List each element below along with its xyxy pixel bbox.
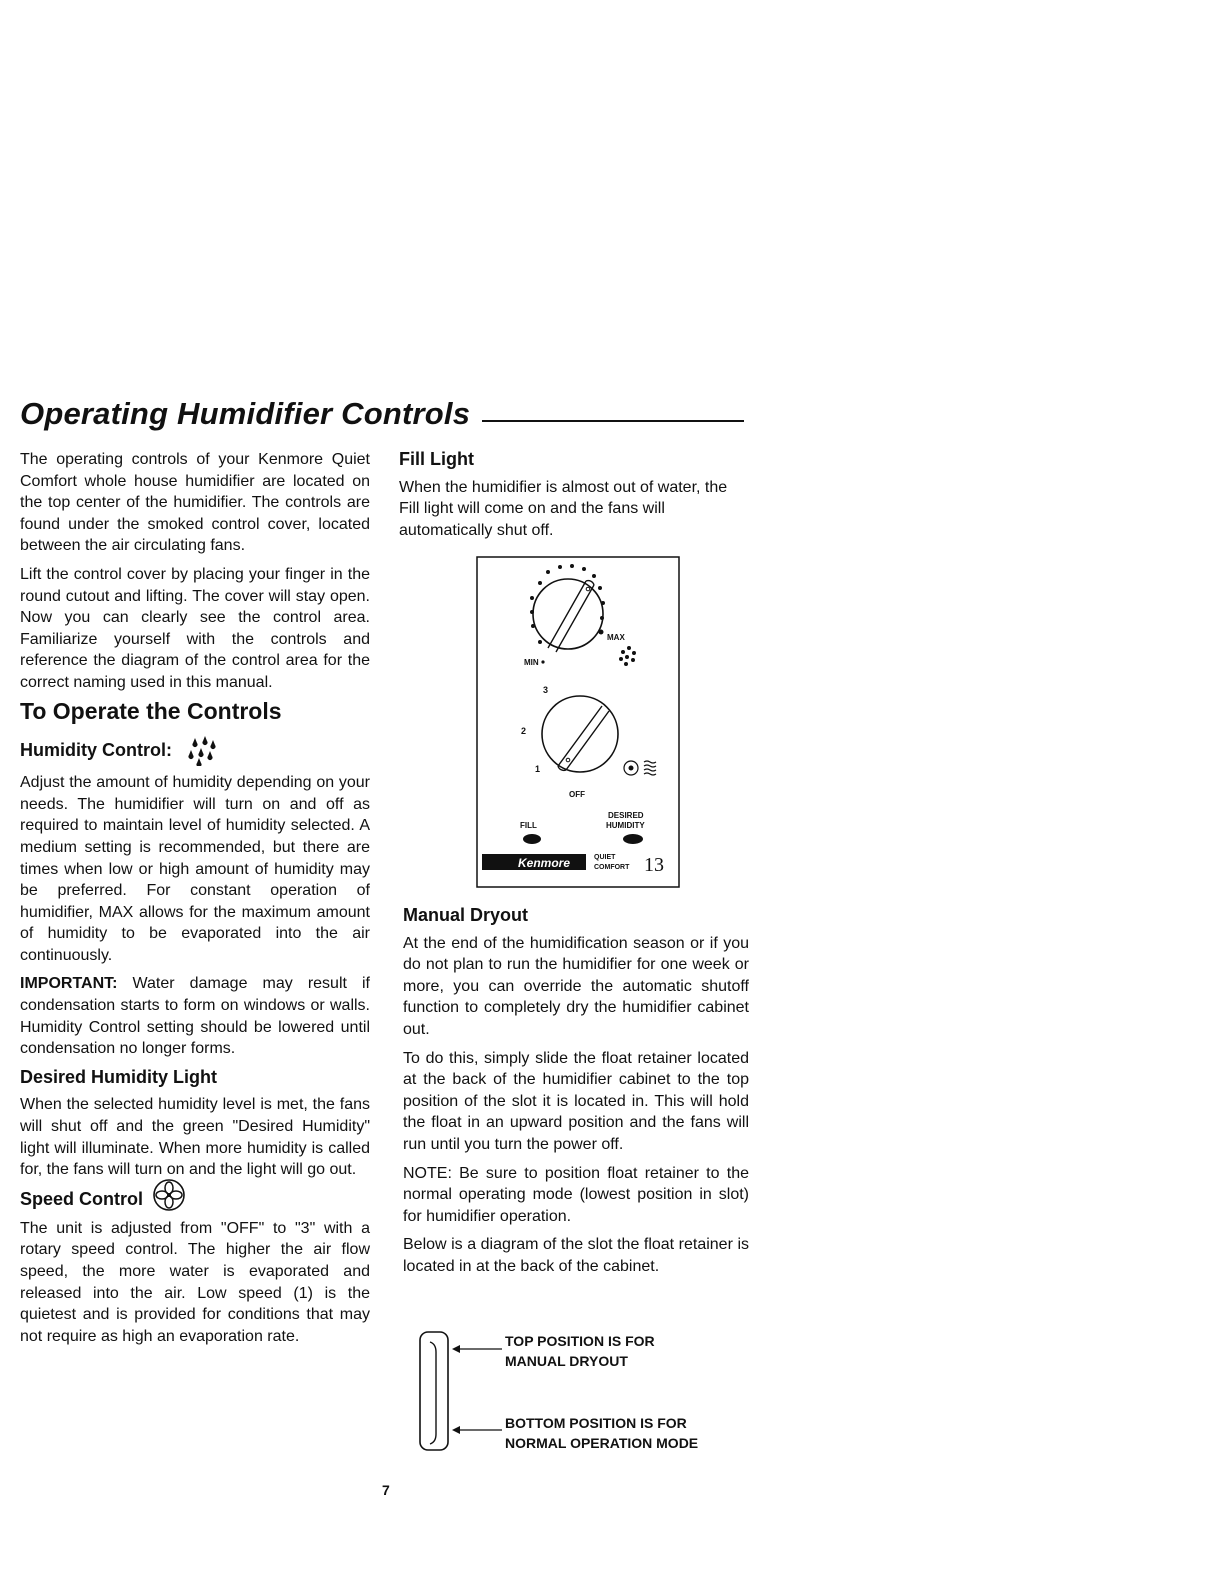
important-text: Water damage may result if condensation starts to form on windows or walls. Humidity Control setting should be lowered until condensation no longer forms. bbox=[20, 975, 370, 1058]
comfort-label: COMFORT bbox=[594, 864, 630, 871]
fill-label: FILL bbox=[520, 821, 537, 830]
min-label: MIN bbox=[524, 658, 539, 667]
top-position-label-2: MANUAL DRYOUT bbox=[505, 1353, 628, 1369]
manual-dryout-paragraph-1: At the end of the humidification season or if you do not plan to run the humidifier for one week or more, you can override the automatic shutoff function to completely dry the humidifier cabinet out. bbox=[403, 934, 749, 1038]
speed-control-heading-text: Speed Control bbox=[20, 1188, 144, 1209]
right-column-lower bbox=[403, 905, 749, 1285]
speed-2-label: 2 bbox=[521, 726, 527, 736]
humidity-control-text: Adjust the amount of humidity depending on your needs. The humidifier will turn on and off as required to maintain level of humidity selected. A medium setting is recommended, but there are times when low or high amount of humidity may be preferred. For constant operation of humidifier, MAX allows for the maximum amount of humidity to be evaporated into the air continuously. bbox=[20, 774, 370, 964]
manual-dryout-paragraph-2: To do this, simply slide the float retainer located at the back of the humidifier cabinet to the top position of the slot it is located in. This will hold the float in an upward position and the fans will run until you turn the power off. bbox=[403, 1049, 749, 1153]
page-title: Operating Humidifier Controls bbox=[20, 396, 471, 431]
desired-humidity-light bbox=[623, 834, 643, 844]
bottom-position-label-2: NORMAL OPERATION MODE bbox=[505, 1435, 699, 1451]
fan-icon bbox=[152, 1178, 186, 1212]
page-number: 7 bbox=[382, 1482, 390, 1498]
speed-3-label: 3 bbox=[543, 685, 549, 695]
title-rule bbox=[482, 420, 744, 422]
fill-light-text: When the humidifier is almost out of water, the Fill light will come on and the fans will automatically shut off. bbox=[399, 478, 728, 539]
important-label: IMPORTANT: bbox=[20, 975, 118, 993]
humidity-control-heading bbox=[20, 736, 370, 766]
speed-control-text: The unit is adjusted from "OFF" to "3" with a rotary speed control. The higher the air flow speed, the more water is evaporated and released into the air. Low speed (1) is the quietest and is provided for conditions that may not require as high an evaporation rate. bbox=[20, 1219, 370, 1345]
off-label: OFF bbox=[569, 790, 585, 799]
desired-label-line1: DESIRED bbox=[608, 811, 644, 820]
control-panel-diagram bbox=[476, 556, 680, 888]
model-number: 13 bbox=[644, 854, 664, 876]
top-position-label-1: TOP POSITION IS FOR bbox=[505, 1333, 655, 1349]
right-column bbox=[399, 449, 749, 548]
humidity-control-heading-text: Humidity Control: bbox=[20, 739, 172, 760]
desired-humidity-heading: Desired Humidity Light bbox=[20, 1066, 218, 1087]
humidity-drops-icon bbox=[187, 736, 217, 766]
fill-light-heading: Fill Light bbox=[399, 449, 474, 469]
quiet-label: QUIET bbox=[594, 854, 616, 861]
manual-dryout-heading: Manual Dryout bbox=[403, 905, 529, 925]
intro-paragraph-1: The operating controls of your Kenmore Quiet Comfort whole house humidifier are located on the top center of the humidifier. The controls are found under the smoked control cover, located between the air circulating fans. bbox=[20, 451, 370, 555]
desired-label-line2: HUMIDITY bbox=[606, 821, 645, 830]
fill-light bbox=[523, 834, 541, 844]
float-slot-diagram bbox=[418, 1328, 748, 1454]
manual-dryout-note: NOTE: Be sure to position float retainer to the normal operating mode (lowest position in slot) for humidifier operation. bbox=[403, 1164, 749, 1225]
operate-controls-heading: To Operate the Controls bbox=[20, 697, 282, 724]
desired-humidity-text: When the selected humidity level is met, the fans will shut off and the green "Desired Humidity" light will illuminate. When more humidity is called for, the fans will turn on and the light will go out. bbox=[20, 1096, 370, 1179]
speed-1-label: 1 bbox=[535, 764, 541, 774]
bottom-position-label-1: BOTTOM POSITION IS FOR bbox=[505, 1415, 687, 1431]
intro-paragraph-2: Lift the control cover by placing your finger in the round cutout and lifting. The cover will stay open. Now you can clearly see the control area. Familiarize yourself with the controls and reference the diagram of the control area for the correct naming used in this manual. bbox=[20, 565, 370, 691]
max-label: MAX bbox=[607, 633, 625, 642]
important-paragraph bbox=[20, 973, 370, 1059]
speed-control-heading bbox=[20, 1188, 370, 1212]
manual-dryout-paragraph-3: Below is a diagram of the slot the float retainer is located in at the back of the cabinet. bbox=[403, 1236, 749, 1275]
left-column bbox=[20, 449, 370, 1354]
kenmore-logo: Kenmore bbox=[518, 856, 571, 870]
